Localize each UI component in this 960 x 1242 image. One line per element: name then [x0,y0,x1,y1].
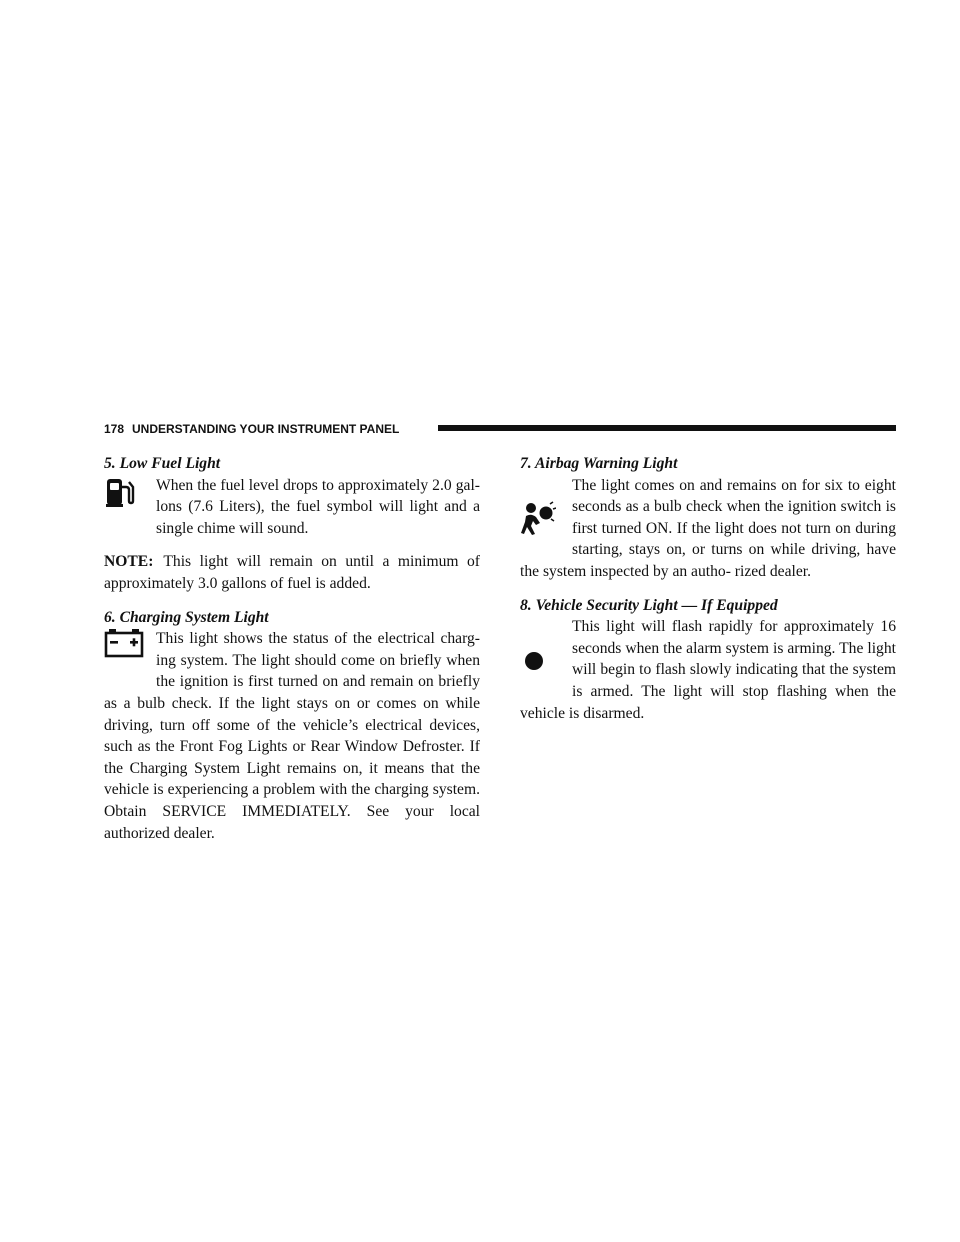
page-header [104,420,896,440]
note-label: NOTE: [104,553,154,571]
charging-text: This light shows the status of the electrical charg- ing system. The light should come on briefly when the ignition is first turned on and remain on briefly as a bulb check. If the light stays on or comes on while driving, turn off some of the vehicle’s electrical devices, such as the Front Fog Lights or Rear Window Defroster. If the Charging System Light remains on, it means that the vehicle is experiencing a problem with the charging system. Obtain SERVICE IMMEDIATELY. See your local authorized dealer. [104,630,480,842]
airbag-heading: 7. Airbag Warning Light [520,455,678,472]
header-rule [438,425,896,431]
security-heading: 8. Vehicle Security Light — If Equipped [520,596,778,614]
note-paragraph [104,551,480,594]
airbag-section [520,453,896,583]
charging-heading: 6. Charging System Light [104,608,269,626]
low-fuel-section [104,453,480,539]
section-title: UNDERSTANDING YOUR INSTRUMENT PANEL [132,422,400,436]
low-fuel-text: When the fuel level drops to approximately 2.0 gal- lons (7.6 Liters), the fuel symbol will light and a single chime will sound. [156,476,480,537]
right-column [520,453,896,736]
security-text: This light will flash rapidly for approximately 16 seconds when the alarm system is arming. The light will begin to flash slowly indicating that the system is armed. The light will stop flashing when the vehicle is disarmed. [520,618,896,722]
left-column [104,453,480,856]
page-number: 178 [104,422,125,436]
charging-section [104,607,480,845]
fuel-pump-icon [104,475,156,525]
security-section [520,595,896,725]
security-dot-icon [520,616,572,702]
low-fuel-heading: 5. Low Fuel Light [104,455,221,472]
airbag-icon [520,475,572,561]
battery-icon [104,628,156,674]
airbag-text: The light comes on and remains on for six to eight seconds as a bulb check when the ignition switch is first turned ON. If the light does not turn on during starting, stays on, or turns on while driving, have the system inspected by an autho- rized dealer. [520,476,896,580]
note-text: This light will remain on until a minimum of approximately 3.0 gallons of fuel is added. [104,553,480,592]
